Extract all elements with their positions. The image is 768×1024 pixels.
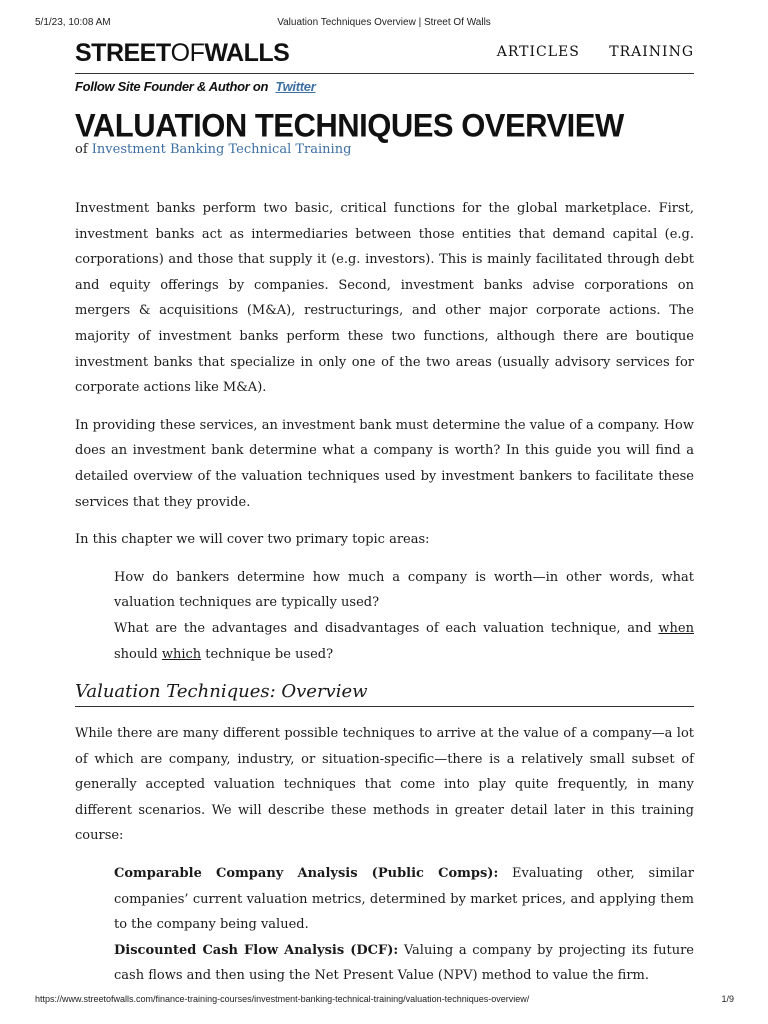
subtitle-prefix: of <box>75 142 88 157</box>
topic-text: What are the advantages and disadvantages of each valuation technique, and <box>114 620 659 636</box>
methods-list <box>75 861 694 989</box>
method-desc: Evaluating other, similar companies’ current valuation metrics, determined by market prices, and applying them to the company being valued. <box>114 866 694 933</box>
logo-part-walls: WALLS <box>204 39 290 67</box>
topic-list <box>75 565 694 667</box>
method-name: Discounted Cash Flow Analysis (DCF): <box>114 942 399 958</box>
article-body <box>75 196 694 1001</box>
print-footer <box>0 994 768 1008</box>
print-url: https://www.streetofwalls.com/finance-training-courses/investment-banking-technical-training/valuation-techniques-overview/ <box>35 994 530 1004</box>
method-item <box>114 861 694 938</box>
method-desc: Valuing a company by projecting its future cash flows and then using the Net Present Value (NPV) method to value the firm. <box>114 942 694 984</box>
logo-part-of: OF <box>170 39 205 67</box>
topic-item <box>114 616 694 667</box>
topic-emphasis-when: when <box>658 620 694 636</box>
topic-item: How do bankers determine how much a company is worth—in other words, what valuation techniques are typically used? <box>114 569 694 611</box>
topic-text: technique be used? <box>201 646 334 662</box>
topic-emphasis-which: which <box>161 646 202 662</box>
course-link[interactable]: Investment Banking Technical Training <box>91 142 352 157</box>
print-page-title: Valuation Techniques Overview | Street Of Walls <box>277 17 491 28</box>
services-paragraph: In providing these services, an investment bank must determine the value of a company. How does an investment bank determine what a company is worth? In this guide you will find a detailed overview of the valuation techniques used by investment bankers to facilitate these services that they provide. <box>75 417 694 510</box>
intro-paragraph: Investment banks perform two basic, critical functions for the global marketplace. First, investment banks act as intermediaries between those entities that demand capital (e.g. corporations) and those that supply it (e.g. investors). This is mainly facilitated through debt and equity offerings by companies. Second, investment banks advise corporations on mergers & acquisitions (M&A), restructurings, and other major corporate actions. The majority of investment banks perform these two functions, although there are boutique investment banks that specialize in only one of the two areas (usually advisory services for corporate actions like M&A). <box>75 201 694 396</box>
chapter-intro-paragraph: In this chapter we will cover two primary topic areas: <box>75 532 430 548</box>
page-subtitle <box>75 142 351 157</box>
print-page-number: 1/9 <box>721 994 734 1004</box>
topic-text: should <box>114 646 162 662</box>
twitter-link[interactable]: Twitter <box>275 79 316 94</box>
follow-author <box>75 79 315 94</box>
nav-training[interactable]: TRAINING <box>609 44 694 60</box>
site-header <box>75 38 694 74</box>
site-logo[interactable] <box>75 38 289 68</box>
section-heading: Valuation Techniques: Overview <box>75 679 694 707</box>
follow-text: Follow Site Founder & Author on <box>75 79 269 94</box>
method-name: Comparable Company Analysis (Public Comps): <box>114 866 499 882</box>
page-title: VALUATION TECHNIQUES OVERVIEW <box>75 107 624 144</box>
print-header <box>0 17 768 31</box>
main-nav <box>473 44 694 60</box>
method-item <box>114 938 694 989</box>
print-date: 5/1/23, 10:08 AM <box>35 17 111 28</box>
section-paragraph: While there are many different possible techniques to arrive at the value of a company—a lot of which are company, industry, or situation-specific—there is a relatively small subset of generally accepted valuation techniques that come into play quite frequently, in many different scenarios. We will describe these methods in greater detail later in this training course: <box>75 726 694 844</box>
logo-part-street: STREET <box>75 39 171 67</box>
nav-articles[interactable]: ARTICLES <box>496 44 580 60</box>
